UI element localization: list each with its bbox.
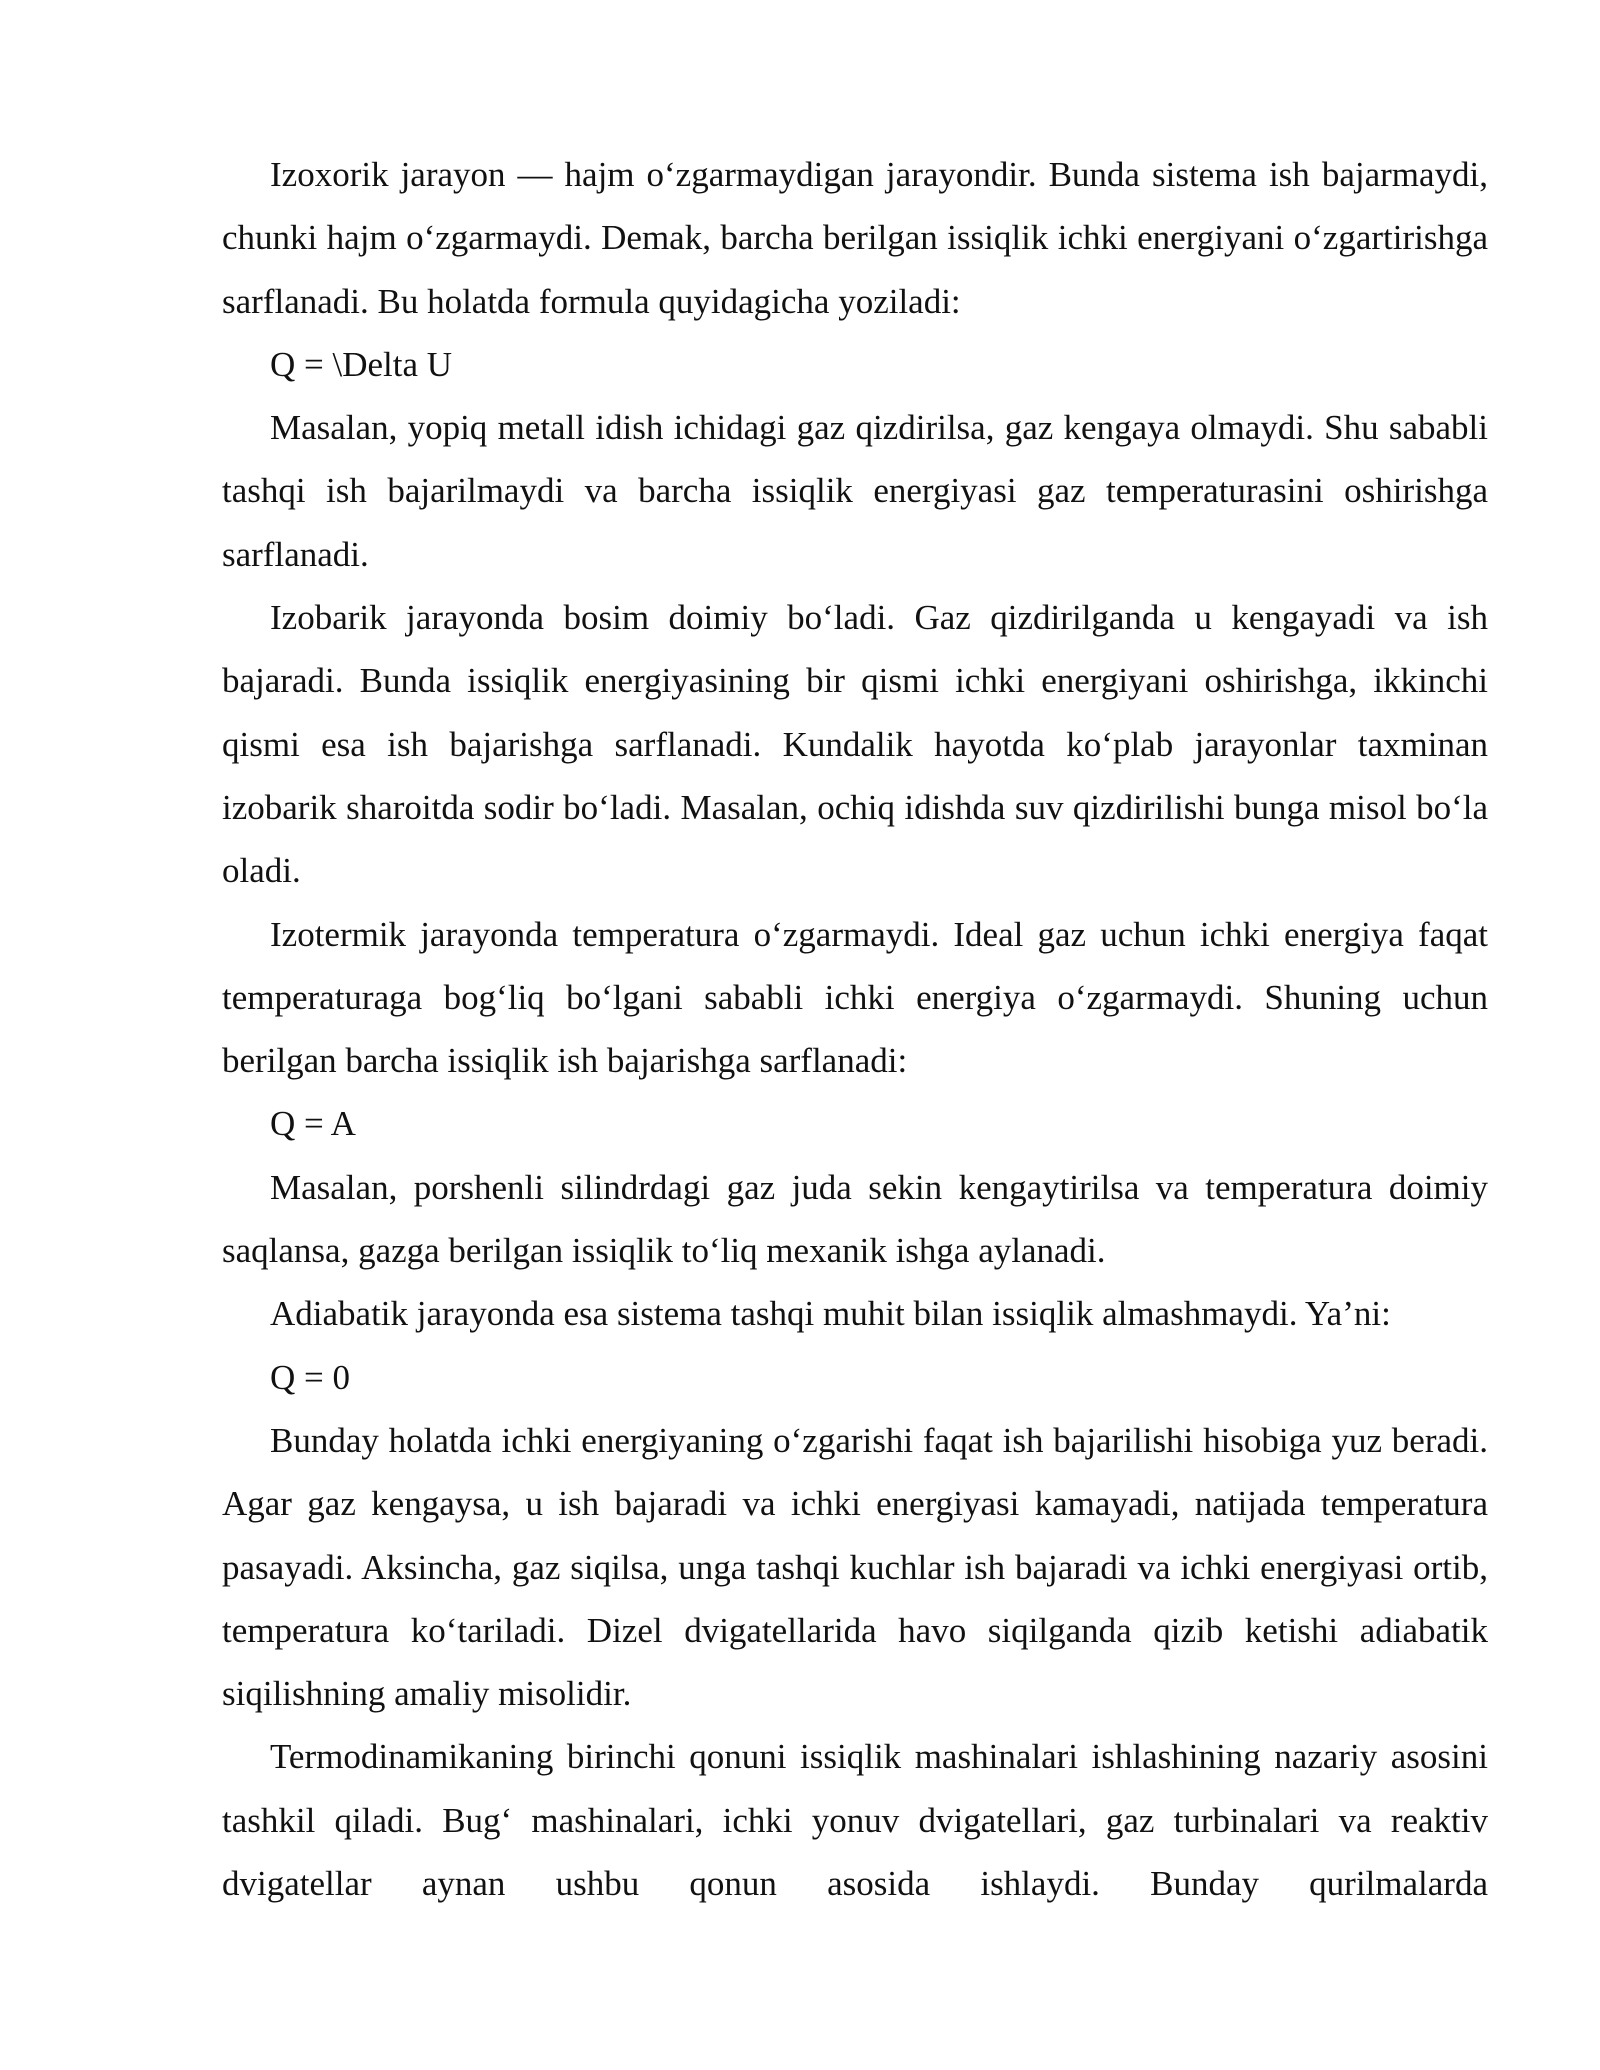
paragraph-adiabatic-process: Adiabatik jarayonda esa sistema tashqi muhit bilan issiqlik almashmaydi. Ya’ni:: [270, 1294, 1391, 1334]
paragraph-isothermal-example: Masalan, porshenli silindrdagi gaz juda sekin kengaytirilsa va temperatura doimiy saqlansa, gazga berilgan issiqlik to‘liq mexanik ishga aylanadi.: [222, 1167, 1488, 1271]
paragraph-isochoric-process: Izoxorik jarayon — hajm o‘zgarmaydigan jarayondir. Bunda sistema ish bajarmaydi, chunki hajm o‘zgarmaydi. Demak, barcha berilgan issiqlik ichki energiyani o‘zgartirishga sarflanadi. Bu holatda formula quyidagicha yoziladi:: [222, 155, 1488, 321]
formula-q-equals-delta-u: Q = \Delta U: [270, 344, 453, 384]
paragraph-isobaric-process: Izobarik jarayonda bosim doimiy bo‘ladi. Gaz qizdirilganda u kengayadi va ish bajaradi. Bunda issiqlik energiyasining bir qismi ichki energiyani oshirishga, ikkinchi qismi esa ish bajarishga sarflanadi. Kundalik hayotda ko‘plab jarayonlar taxminan izobarik sharoitda sodir bo‘ladi. Masalan, ochiq idishda suv qizdirilishi bunga misol bo‘la oladi.: [222, 598, 1488, 891]
formula-q-equals-a: Q = A: [270, 1104, 356, 1144]
formula-q-equals-zero: Q = 0: [270, 1357, 351, 1397]
paragraph-first-law-applications: Termodinamikaning birinchi qonuni issiqlik mashinalari ishlashining nazariy asosini tashkil qiladi. Bug‘ mashinalari, ichki yonuv dvigatellari, gaz turbinalari va reaktiv dvigatellar aynan ushbu qonun asosida ishlaydi. Bunday qurilmalarda: [222, 1737, 1488, 1904]
paragraph-isochoric-example: Masalan, yopiq metall idish ichidagi gaz qizdirilsa, gaz kengaya olmaydi. Shu sababli tashqi ish bajarilmaydi va barcha issiqlik energiyasi gaz temperaturasini oshirishga sarflanadi.: [222, 408, 1488, 574]
paragraph-isothermal-process: Izotermik jarayonda temperatura o‘zgarmaydi. Ideal gaz uchun ichki energiya faqat temperaturaga bog‘liq bo‘lgani sababli ichki energiya o‘zgarmaydi. Shuning uchun berilgan barcha issiqlik ish bajarishga sarflanadi:: [222, 914, 1488, 1081]
paragraph-adiabatic-explanation: Bunday holatda ichki energiyaning o‘zgarishi faqat ish bajarilishi hisobiga yuz beradi. Agar gaz kengaysa, u ish bajaradi va ichki energiyasi kamayadi, natijada temperatura pasayadi. Aksincha, gaz siqilsa, unga tashqi kuchlar ish bajaradi va ichki energiyasi ortib, temperatura ko‘tariladi. Dizel dvigatellarida havo siqilganda qizib ketishi adiabatik siqilishning amaliy misolidir.: [222, 1420, 1488, 1714]
document-body: [222, 143, 1488, 1915]
